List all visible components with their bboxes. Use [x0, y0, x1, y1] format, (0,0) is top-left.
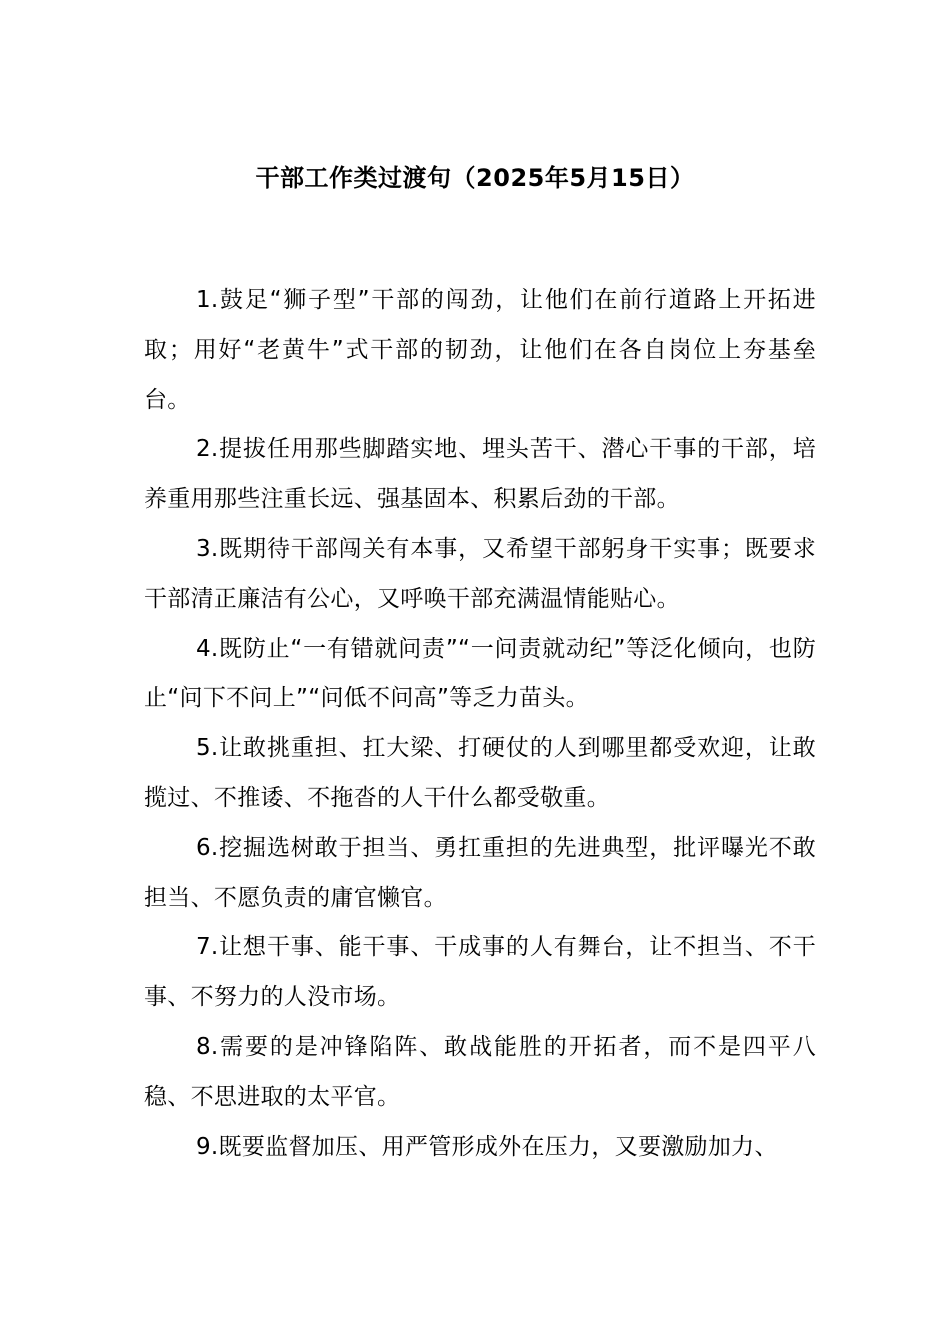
paragraph-8: 8.需要的是冲锋陷阵、敢战能胜的开拓者，而不是四平八稳、不思进取的太平官。: [144, 1033, 816, 1110]
document-title: 干部工作类过渡句（2025年5月15日）: [255, 164, 695, 192]
paragraph-5: 5.让敢挑重担、扛大梁、打硬仗的人到哪里都受欢迎，让敢揽过、不推诿、不拖沓的人干什么都受敬重。: [144, 735, 816, 811]
paragraph-2: 2.提拔任用那些脚踏实地、埋头苦干、潜心干事的干部，培养重用那些注重长远、强基固本、积累后劲的干部。: [144, 436, 816, 513]
paragraph-3: 3.既期待干部闯关有本事，又希望干部躬身干实事；既要求干部清正廉洁有公心，又呼唤干部充满温情能贴心。: [144, 535, 816, 612]
paragraph-4: 4.既防止“一有错就问责”“一问责就动纪”等泛化倾向，也防止“问下不问上”“问低不问高”等乏力苗头。: [144, 635, 816, 712]
paragraph-7: 7.让想干事、能干事、干成事的人有舞台，让不担当、不干事、不努力的人没市场。: [144, 934, 816, 1011]
paragraph-1: 1.鼓足“狮子型”干部的闯劲，让他们在前行道路上开拓进取；用好“老黄牛”式干部的韧劲，让他们在各自岗位上夯基垒台。: [144, 287, 816, 413]
paragraph-9: 9.既要监督加压、用严管形成外在压力，又要激励加力、: [196, 1133, 778, 1160]
document-body: [144, 276, 816, 1172]
paragraph-6: 6.挖掘选树敢于担当、勇扛重担的先进典型，批评曝光不敢担当、不愿负责的庸官懒官。: [144, 834, 816, 911]
